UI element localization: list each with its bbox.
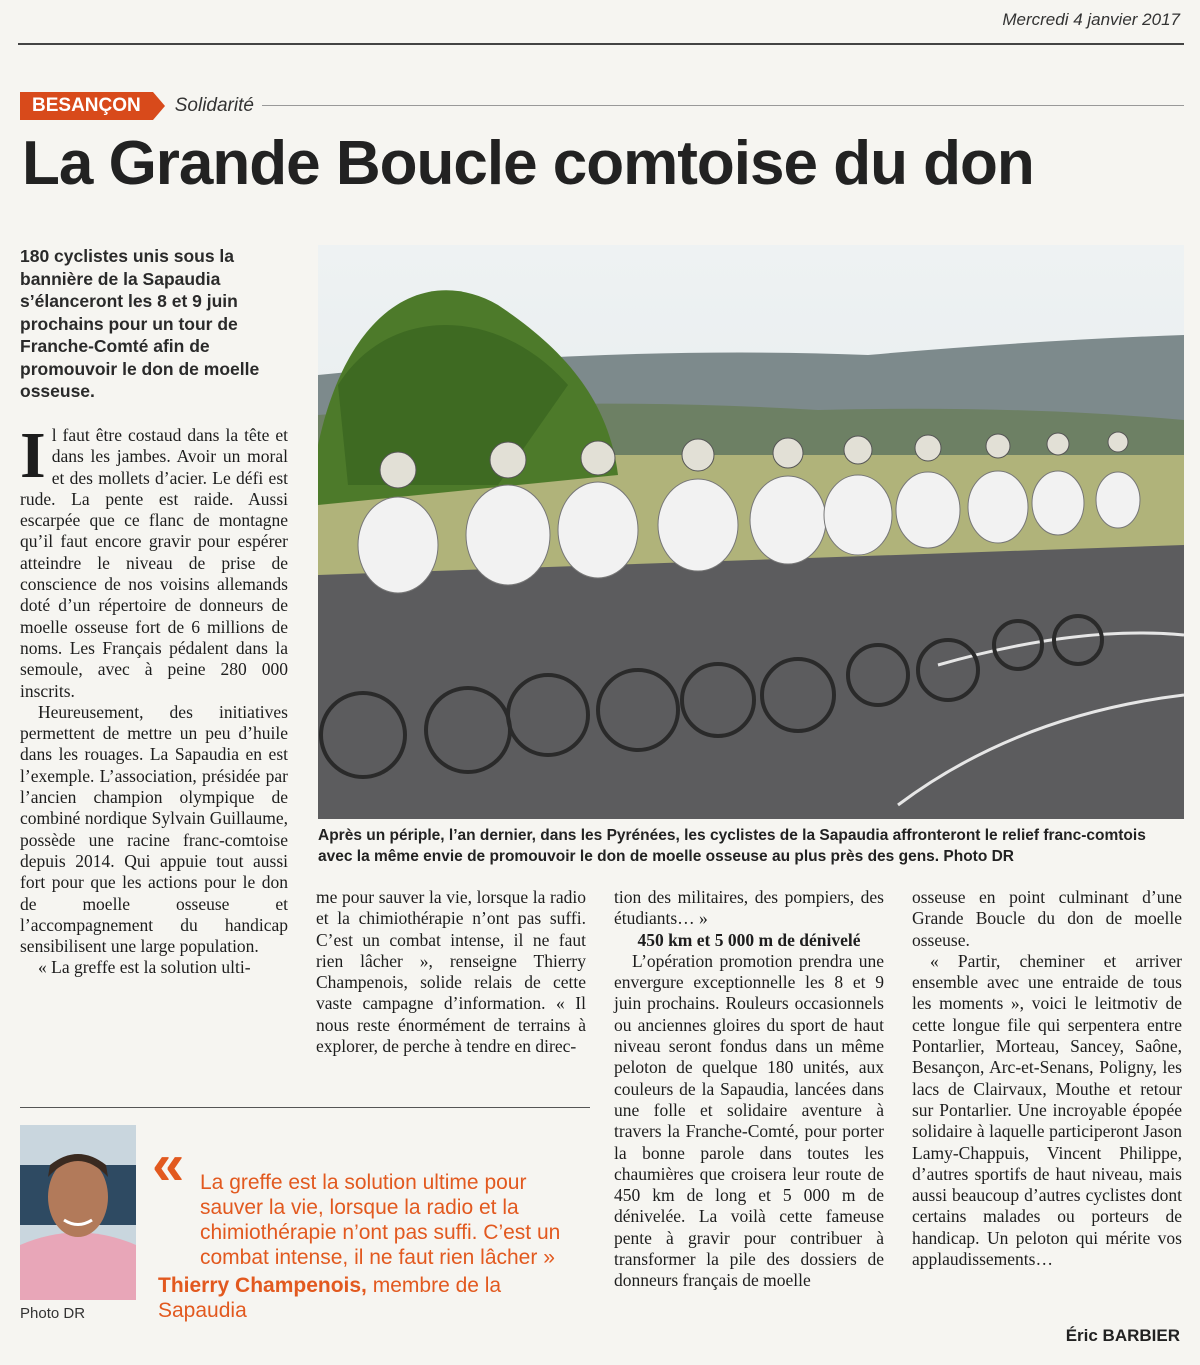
pull-quote: La greffe est la solution ultime pour sauver la vie, lorsque la radio et la chimiothérapie n’ont pas suffi. C’est un combat intense, il ne faut rien lâcher » bbox=[200, 1171, 561, 1269]
photo-caption: Après un périple, l’an dernier, dans les Pyrénées, les cyclistes de la Sapaudia affronteront le relief franc-comtois avec la même envie de promouvoir le don de moelle osseuse au plus près des gens. Photo DR bbox=[318, 827, 1146, 865]
drop-cap: I bbox=[20, 419, 46, 492]
quote-author-role: membre de la Sapaudia bbox=[158, 1274, 502, 1322]
body-column-1 bbox=[20, 419, 288, 979]
portrait-credit: Photo DR bbox=[20, 1305, 86, 1322]
kicker-rule bbox=[262, 105, 1184, 106]
body-column-4 bbox=[912, 887, 1182, 1270]
kicker bbox=[20, 92, 254, 120]
column-2-text: me pour sauver la vie, lorsque la radio et la chimiothérapie n’ont pas suffi. C’est un combat intense, il ne faut rien lâcher », renseigne Thierry Champenois, solide relais de cette vaste campagne d’information. « Il nous reste énormément de terrains à explorer, de perche à tendre en direc- bbox=[316, 887, 586, 1057]
cyclists-photo bbox=[318, 245, 1184, 819]
publication-date: Mercredi 4 janvier 2017 bbox=[1002, 10, 1180, 29]
column-4-paragraph-1: osseuse en point culminant d’une Grande Boucle du don de moelle osseuse. bbox=[912, 887, 1182, 950]
paragraph-1: l faut être costaud dans la tête et dans les jambes. Avoir un moral et des mollets d’acier. Le défi est rude. La pente est raide. Aussi escarpée que ce flanc de montagne qu’il faut encore gravir pour espérer atteindre le niveau de prise de conscience de nos voisins allemands doté d’un répertoire de donneurs de moelle osseuse fort de 6 millions de noms. Les Français pédalent dans la semoule, avec à peine 280 000 inscrits. bbox=[20, 425, 288, 701]
section-tag: BESANÇON bbox=[20, 92, 153, 120]
peloton-image bbox=[318, 245, 1184, 819]
article-headline: La Grande Boucle comtoise du don bbox=[22, 129, 1034, 198]
quote-mark-icon: « bbox=[152, 1132, 185, 1197]
column-3-text: L’opération promotion prendra une envergure exceptionnelle les 8 et 9 juin prochains. Rouleurs occasionnels ou anciennes gloires du sport de haut niveau seront fondus dans un même peloton de quelque 180 unités, aux couleurs de la Sapaudia, lancées dans une folle et solidaire aventure à travers la Franche-Comté, pour porter la bonne parole dans toutes les chaumières que croisera leur route de 450 km de long et 5 000 m de dénivelée. La voilà cette fameuse pente à gravir pour contribuer à transformer la pile des dossiers de donneurs français de moelle bbox=[614, 950, 884, 1291]
column-3-start: tion des militaires, des pompiers, des étudiants… » bbox=[614, 887, 884, 929]
portrait-photo bbox=[20, 1125, 136, 1300]
quote-author bbox=[158, 1273, 588, 1323]
body-column-3 bbox=[614, 887, 884, 1292]
article-lead: 180 cyclistes unis sous la bannière de la Sapaudia s’élanceront les 8 et 9 juin prochains pour un tour de Franche-Comté afin de promouvoir le don de moelle osseuse. bbox=[20, 246, 260, 401]
author-signature: Éric BARBIER bbox=[1065, 1326, 1180, 1345]
body-column-2 bbox=[316, 887, 586, 1057]
section-subhead: 450 km et 5 000 m de dénivelé bbox=[637, 929, 861, 950]
quote-separator bbox=[20, 1107, 590, 1108]
category-label: Solidarité bbox=[174, 95, 254, 116]
portrait-image bbox=[20, 1125, 136, 1300]
quote-author-name: Thierry Champenois, bbox=[158, 1274, 367, 1297]
column-4-paragraph-2: « Partir, cheminer et arriver ensemble avec une entraide de tous les moments », voici le leitmotiv de cette longue file qui serpentera entre Pontarlier, Morteau, Sancey, Saône, Besançon, Arc-et-Senans, Poligny, les lacs de Clairvaux, Mouthe et retour sur Pontarlier. Une incroyable épopée solidaire à laquelle participeront Jason Lamy-Chappuis, Vincent Philippe, d’autres sportifs de haut niveau, mais aussi beaucoup d’autres cyclistes dont certains malades ou porteurs de handicap. Un peloton qui mérite vos applaudissements… bbox=[912, 950, 1182, 1270]
paragraph-3-start: « La greffe est la solution ulti- bbox=[38, 957, 251, 978]
header-rule bbox=[18, 43, 1184, 45]
paragraph-2: Heureusement, des initiatives permettent de mettre un peu d’huile dans les rouages. La Sapaudia en est l’exemple. L’association, présidée par l’ancien champion olympique de combiné nordique Sylvain Guillaume, possède une racine franc-comtoise depuis 2014. Qui appuie tout aussi fort pour que les actions pour le don de moelle osseuse et l’accompagnement du handicap sensibilisent une large population. bbox=[20, 701, 288, 957]
